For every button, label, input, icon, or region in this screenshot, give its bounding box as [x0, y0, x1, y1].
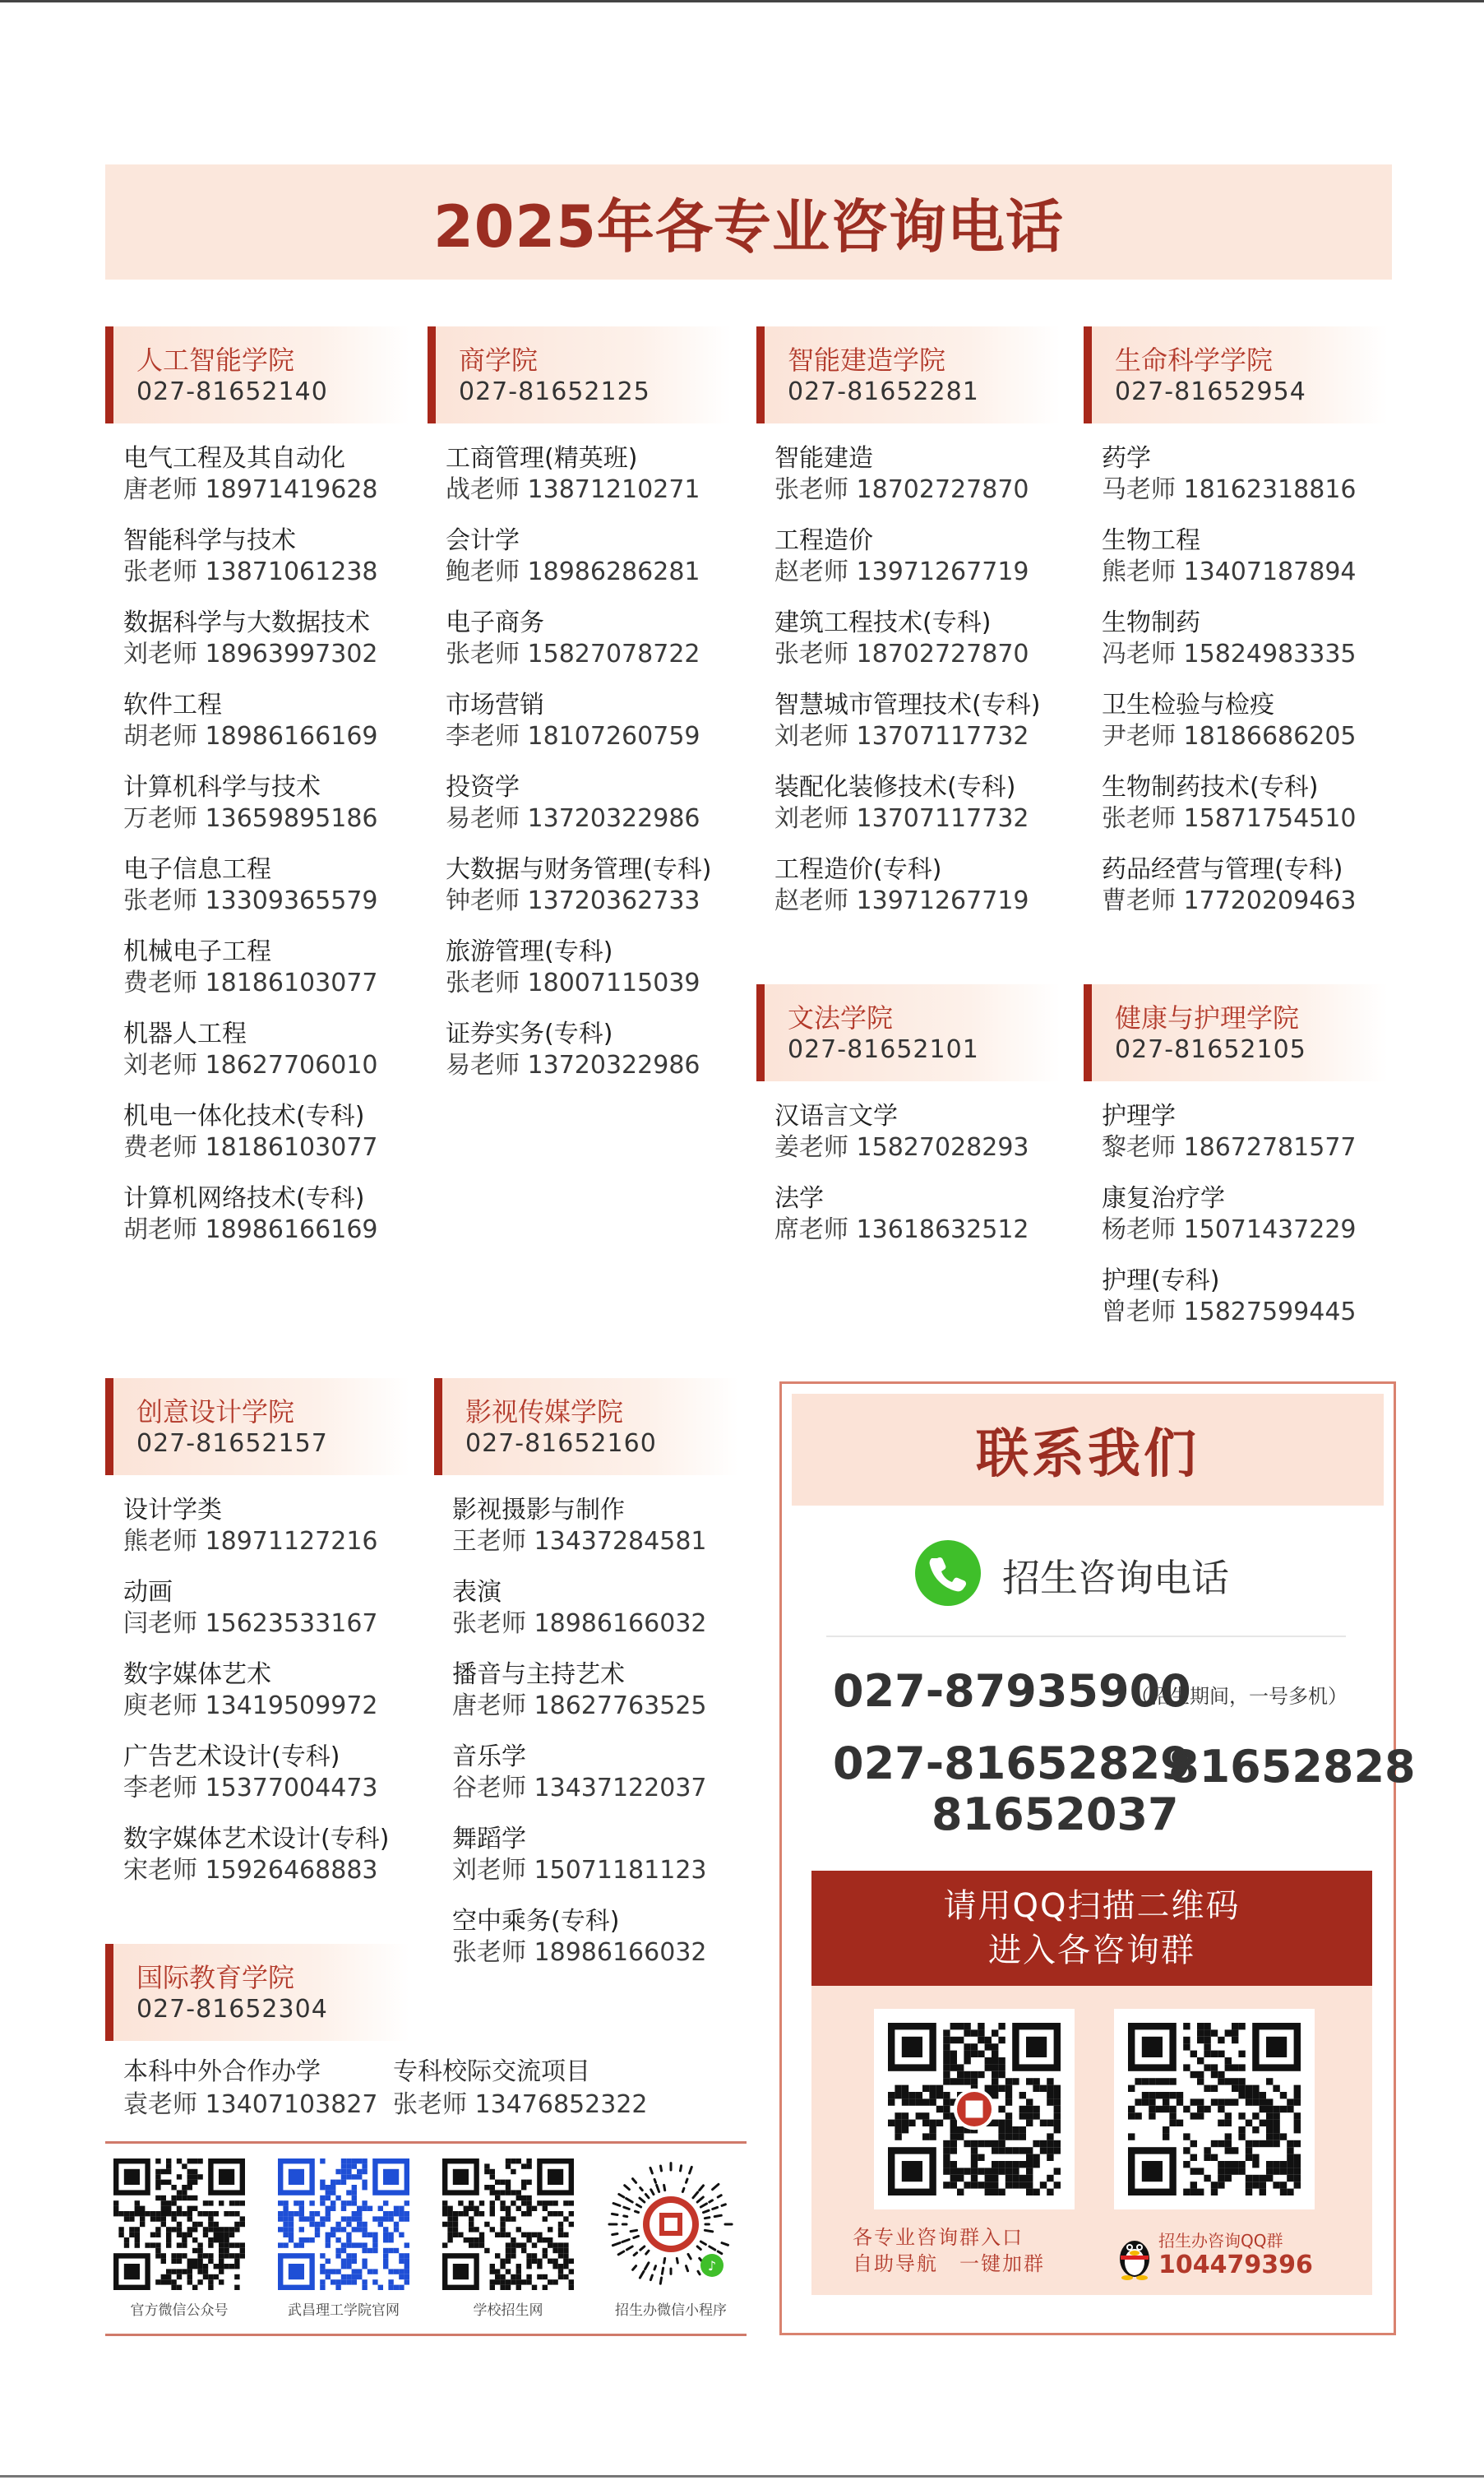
- major-name: 机器人工程: [123, 1020, 247, 1048]
- intl-entry: [123, 2056, 378, 2121]
- contact-phone[interactable]: 席老师 13618632512: [774, 1215, 1029, 1244]
- college-name: 创意设计学院: [136, 1396, 295, 1427]
- major-entry: [774, 772, 1061, 835]
- major-name: 建筑工程技术(专科): [774, 608, 992, 637]
- contact-phone[interactable]: 冯老师 15824983335: [1102, 640, 1357, 669]
- contact-phone[interactable]: 唐老师 18971419628: [123, 475, 378, 504]
- contact-phone[interactable]: 胡老师 18986166169: [123, 1215, 378, 1244]
- qr-code-icon: [278, 2158, 409, 2290]
- contact-phone[interactable]: 谷老师 13437122037: [452, 1774, 707, 1802]
- contact-header: [792, 1394, 1384, 1506]
- major-entry: [1102, 690, 1388, 752]
- college-name: 文法学院: [788, 1002, 894, 1034]
- college-phone[interactable]: 027-81652157: [136, 1429, 328, 1458]
- contact-phone[interactable]: 曹老师 17720209463: [1102, 886, 1357, 915]
- bottom-border: [0, 2475, 1484, 2478]
- contact-phone[interactable]: 张老师 18702727870: [774, 475, 1029, 504]
- phone-number[interactable]: 81652037: [932, 1788, 1179, 1840]
- major-name: 机电一体化技术(专科): [123, 1102, 365, 1131]
- major-entry: [774, 608, 1061, 670]
- major-name: 生物制药: [1102, 608, 1200, 637]
- contact-phone[interactable]: 张老师 13871061238: [123, 558, 378, 586]
- major-entry: [1102, 854, 1388, 917]
- college-phone[interactable]: 027-81652160: [465, 1429, 657, 1458]
- major-name: 数字媒体艺术设计(专科): [123, 1825, 390, 1853]
- major-entry: [774, 443, 1061, 506]
- major-name: 投资学: [446, 773, 520, 802]
- phone-number[interactable]: 027-81652829: [833, 1737, 1191, 1789]
- major-entry: [452, 1906, 738, 1969]
- top-border: [0, 0, 1484, 2]
- major-entry: [1102, 525, 1388, 588]
- major-entry: [774, 1101, 1061, 1164]
- major-entry: [452, 1824, 738, 1886]
- major-list: [105, 1495, 409, 1886]
- college-phone[interactable]: 027-81652125: [459, 377, 650, 406]
- qr-code-row: [105, 2158, 747, 2331]
- college-header: [1084, 984, 1388, 1081]
- contact-phone[interactable]: 刘老师 15071181123: [452, 1856, 707, 1885]
- major-entry: [446, 608, 732, 670]
- major-name: 智能科学与技术: [123, 526, 296, 555]
- qr-card[interactable]: [874, 2009, 1075, 2209]
- major-entry: [446, 525, 732, 588]
- contact-us-box: [779, 1381, 1416, 2335]
- qr-caption: [853, 2224, 1045, 2277]
- college-law: [756, 984, 1061, 1246]
- college-name: 人工智能学院: [136, 345, 295, 376]
- major-entry: [123, 443, 409, 506]
- contact-phone[interactable]: 赵老师 13971267719: [774, 886, 1029, 915]
- major-name: 药品经营与管理(专科): [1102, 855, 1343, 884]
- major-name: 汉语言文学: [774, 1102, 898, 1131]
- contact-phone[interactable]: 唐老师 18627763525: [452, 1691, 707, 1720]
- accent-bar: [105, 1944, 113, 2041]
- major-list: [428, 443, 732, 1081]
- main-phone[interactable]: 027-87935900: [833, 1665, 1191, 1717]
- contact-phone[interactable]: 熊老师 13407187894: [1102, 558, 1357, 586]
- qr-item[interactable]: [270, 2158, 418, 2319]
- major-name: 生物工程: [1102, 526, 1200, 555]
- contact-phone[interactable]: 李老师 18107260759: [446, 722, 700, 751]
- contact-phone[interactable]: 易老师 13720322986: [446, 1051, 700, 1080]
- college-header: [105, 326, 409, 423]
- major-name: 空中乘务(专科): [452, 1907, 620, 1936]
- contact-phone: 张老师 13476852322: [393, 2090, 648, 2119]
- qr-caption-line: 各专业咨询群入口: [853, 2226, 1024, 2249]
- major-list: [434, 1495, 738, 1969]
- intl-entry: [393, 2056, 648, 2121]
- major-name: 智慧城市管理技术(专科): [774, 691, 1041, 719]
- major-name: 专科校际交流项目: [393, 2057, 590, 2086]
- college-name: 商学院: [459, 345, 539, 376]
- contact-phone[interactable]: 宋老师 15926468883: [123, 1856, 378, 1885]
- contact-phone[interactable]: 刘老师 18627706010: [123, 1051, 378, 1080]
- svg-text:♪: ♪: [707, 2258, 717, 2274]
- major-entry: [1102, 608, 1388, 670]
- college-name: 生命科学学院: [1115, 345, 1274, 376]
- college-phone[interactable]: 027-81652101: [788, 1035, 979, 1064]
- college-phone[interactable]: 027-81652105: [1115, 1035, 1306, 1064]
- contact-subtitle: 招生咨询电话: [1002, 1556, 1229, 1600]
- major-name: 机械电子工程: [123, 937, 271, 966]
- scan-line-1: 请用QQ扫描二维码: [943, 1887, 1241, 1925]
- major-entry: [123, 1742, 409, 1804]
- contact-phone[interactable]: 张老师 13309365579: [123, 886, 378, 915]
- qr-code-icon: [442, 2158, 574, 2290]
- qr-item[interactable]: [597, 2158, 745, 2319]
- contact-phone[interactable]: 张老师 15827078722: [446, 640, 700, 669]
- major-entry: [123, 1495, 409, 1557]
- college-phone[interactable]: 027-81652954: [1115, 377, 1306, 406]
- college-header: [434, 1378, 738, 1475]
- qq-qr-panel: [811, 1986, 1372, 2295]
- contact-phone[interactable]: 费老师 18186103077: [123, 1133, 378, 1162]
- contact-phone[interactable]: 尹老师 18186686205: [1102, 722, 1357, 751]
- college-phone[interactable]: 027-81652140: [136, 377, 328, 406]
- major-name: 药学: [1102, 444, 1151, 473]
- major-entry: [123, 1824, 409, 1886]
- qq-group-number[interactable]: 104479396: [1158, 2251, 1313, 2279]
- qq-scan-banner: [811, 1871, 1372, 1986]
- college-header: [105, 1378, 409, 1475]
- contact-phone[interactable]: 王老师 13437284581: [452, 1527, 707, 1556]
- major-name: 本科中外合作办学: [123, 2057, 321, 2086]
- major-name: 数字媒体艺术: [123, 1660, 271, 1689]
- major-entry: [446, 772, 732, 835]
- accent-bar: [1084, 984, 1092, 1081]
- major-entry: [446, 854, 732, 917]
- major-name: 生物制药技术(专科): [1102, 773, 1319, 802]
- contact-phone[interactable]: 张老师 18702727870: [774, 640, 1029, 669]
- major-entry: [452, 1577, 738, 1640]
- major-name: 播音与主持艺术: [452, 1660, 625, 1689]
- major-name: 电气工程及其自动化: [123, 444, 345, 473]
- major-entry: [774, 690, 1061, 752]
- qr-item[interactable]: [105, 2158, 253, 2319]
- contact-phone[interactable]: 李老师 15377004473: [123, 1774, 378, 1802]
- major-entry: [1102, 1183, 1388, 1246]
- divider: [105, 2141, 747, 2144]
- contact-phone[interactable]: 熊老师 18971127216: [123, 1527, 378, 1556]
- major-name: 卫生检验与检疫: [1102, 691, 1274, 719]
- college-header: [756, 326, 1061, 423]
- accent-bar: [756, 326, 765, 423]
- contact-phone[interactable]: 刘老师 13707117732: [774, 804, 1029, 833]
- contact-phone[interactable]: 闫老师 15623533167: [123, 1609, 378, 1638]
- major-name: 电子信息工程: [123, 855, 271, 884]
- major-name: 音乐学: [452, 1742, 526, 1771]
- contact-phone[interactable]: 张老师 15871754510: [1102, 804, 1357, 833]
- major-entry: [446, 690, 732, 752]
- major-list: [105, 443, 409, 1246]
- major-name: 软件工程: [123, 691, 222, 719]
- major-entry: [1102, 1265, 1388, 1328]
- page-title: 2025年各专业咨询电话: [433, 192, 1064, 261]
- major-name: 大数据与财务管理(专科): [446, 855, 712, 884]
- major-entry: [123, 1659, 409, 1722]
- major-list: [756, 1101, 1061, 1246]
- college-health: [1084, 984, 1388, 1328]
- qr-code-icon: [888, 2023, 1061, 2195]
- accent-bar: [434, 1378, 442, 1475]
- contact-phone[interactable]: 庾老师 13419509972: [123, 1691, 378, 1720]
- college-name: 国际教育学院: [136, 1962, 295, 1993]
- major-name: 广告艺术设计(专科): [123, 1742, 340, 1771]
- qq-group-label: 招生办咨询QQ群: [1158, 2231, 1283, 2251]
- major-name: 旅游管理(专科): [446, 937, 613, 966]
- major-entry: [123, 937, 409, 999]
- qr-caption: 武昌理工学院官网: [288, 2302, 400, 2319]
- major-name: 市场营销: [446, 691, 544, 719]
- major-name: 证券实务(专科): [446, 1020, 613, 1048]
- title-banner: [105, 164, 1392, 280]
- college-phone[interactable]: 027-81652304: [136, 1995, 328, 2024]
- major-entry: [123, 1577, 409, 1640]
- accent-bar: [756, 984, 765, 1081]
- qr-caption: 学校招生网: [473, 2302, 543, 2319]
- major-name: 智能建造: [774, 444, 873, 473]
- qr-caption-line: 自助导航 一键加群: [853, 2252, 1045, 2275]
- qr-code-icon: [113, 2158, 245, 2290]
- contact-title: 联系我们: [976, 1424, 1200, 1485]
- accent-bar: [1084, 326, 1092, 423]
- college-business: [428, 326, 732, 1081]
- contact-phone[interactable]: 张老师 18007115039: [446, 969, 700, 997]
- major-entry: [774, 525, 1061, 588]
- major-list: [756, 443, 1061, 917]
- major-name: 康复治疗学: [1102, 1184, 1225, 1213]
- major-entry: [123, 772, 409, 835]
- divider: [826, 1636, 1346, 1637]
- major-entry: [123, 1101, 409, 1164]
- major-list: [1084, 443, 1388, 917]
- major-entry: [452, 1659, 738, 1722]
- contact-phone[interactable]: 费老师 18186103077: [123, 969, 378, 997]
- major-entry: [123, 608, 409, 670]
- major-name: 电子商务: [446, 608, 544, 637]
- accent-bar: [428, 326, 436, 423]
- major-name: 动画: [123, 1578, 173, 1607]
- major-entry: [446, 1019, 732, 1081]
- contact-phone[interactable]: 胡老师 18986166169: [123, 722, 378, 751]
- qr-code-icon: [1128, 2023, 1301, 2195]
- college-design: [105, 1378, 409, 1886]
- contact-phone[interactable]: 刘老师 18963997302: [123, 640, 378, 669]
- contact-phone[interactable]: 张老师 18986166032: [452, 1938, 707, 1967]
- contact-phone[interactable]: 钟老师 13720362733: [446, 886, 700, 915]
- scan-line-2: 进入各咨询群: [988, 1932, 1195, 1969]
- major-name: 舞蹈学: [452, 1825, 526, 1853]
- major-entry: [123, 525, 409, 588]
- contact-phone[interactable]: 曾老师 15827599445: [1102, 1298, 1357, 1326]
- major-entry: [452, 1742, 738, 1804]
- major-entry: [452, 1495, 738, 1557]
- college-header: [756, 984, 1061, 1081]
- major-entry: [774, 854, 1061, 917]
- major-entry: [446, 443, 732, 506]
- major-name: 表演: [452, 1578, 502, 1607]
- major-entry: [123, 1183, 409, 1246]
- college-name: 智能建造学院: [788, 345, 946, 376]
- contact-phone[interactable]: 黎老师 18672781577: [1102, 1133, 1357, 1162]
- major-name: 工程造价(专科): [774, 855, 942, 884]
- major-entry: [446, 937, 732, 999]
- mini-program-code-icon: [605, 2158, 737, 2290]
- major-name: 设计学类: [123, 1496, 222, 1525]
- qr-caption: 官方微信公众号: [130, 2302, 229, 2319]
- phone-number[interactable]: 81652828: [1168, 1741, 1416, 1793]
- major-entry: [1102, 443, 1388, 506]
- major-name: 装配化装修技术(专科): [774, 773, 1016, 802]
- major-name: 影视摄影与制作: [452, 1496, 625, 1525]
- major-entry: [1102, 772, 1388, 835]
- qq-penguin-icon: [1116, 2231, 1153, 2280]
- college-phone[interactable]: 027-81652281: [788, 377, 979, 406]
- phone-note: （招生期间，一号多机）: [1130, 1685, 1348, 1708]
- major-name: 法学: [774, 1184, 824, 1213]
- qr-caption: 招生办微信小程序: [615, 2302, 727, 2319]
- college-name: 健康与护理学院: [1115, 1002, 1300, 1034]
- contact-phone[interactable]: 万老师 13659895186: [123, 804, 378, 833]
- major-name: 数据科学与大数据技术: [123, 608, 370, 637]
- major-name: 护理学: [1102, 1102, 1176, 1131]
- major-entry: [774, 1183, 1061, 1246]
- major-name: 计算机网络技术(专科): [123, 1184, 365, 1213]
- contact-phone[interactable]: 易老师 13720322986: [446, 804, 700, 833]
- phone-icon: [915, 1540, 981, 1606]
- college-header: [1084, 326, 1388, 423]
- contact-phone[interactable]: 赵老师 13971267719: [774, 558, 1029, 586]
- college-header: [428, 326, 732, 423]
- major-name: 工程造价: [774, 526, 873, 555]
- college-media: [434, 1378, 738, 1969]
- major-entry: [1102, 1101, 1388, 1164]
- qr-item[interactable]: [434, 2158, 582, 2319]
- divider: [105, 2334, 747, 2336]
- contact-phone[interactable]: 刘老师 13707117732: [774, 722, 1029, 751]
- major-entry: [123, 854, 409, 917]
- contact-phone[interactable]: 姜老师 15827028293: [774, 1133, 1029, 1162]
- contact-phone[interactable]: 鲍老师 18986286281: [446, 558, 700, 586]
- major-entry: [123, 1019, 409, 1081]
- college-life: [1084, 326, 1388, 917]
- major-name: 工商管理(精英班): [446, 444, 638, 473]
- major-entry: [123, 690, 409, 752]
- contact-phone[interactable]: 马老师 18162318816: [1102, 475, 1357, 504]
- major-name: 护理(专科): [1102, 1266, 1220, 1295]
- college-ai: [105, 326, 409, 1246]
- major-name: 计算机科学与技术: [123, 773, 321, 802]
- contact-phone[interactable]: 杨老师 15071437229: [1102, 1215, 1357, 1244]
- contact-phone[interactable]: 战老师 13871210271: [446, 475, 700, 504]
- college-intl: [105, 1944, 409, 2041]
- college-construction: [756, 326, 1061, 917]
- qr-card[interactable]: [1114, 2009, 1315, 2209]
- major-list: [1084, 1101, 1388, 1328]
- accent-bar: [105, 1378, 113, 1475]
- college-header: [105, 1944, 409, 2041]
- college-name: 影视传媒学院: [465, 1396, 624, 1427]
- contact-phone: 袁老师 13407103827: [123, 2090, 378, 2119]
- contact-phone[interactable]: 张老师 18986166032: [452, 1609, 707, 1638]
- accent-bar: [105, 326, 113, 423]
- major-name: 会计学: [446, 526, 520, 555]
